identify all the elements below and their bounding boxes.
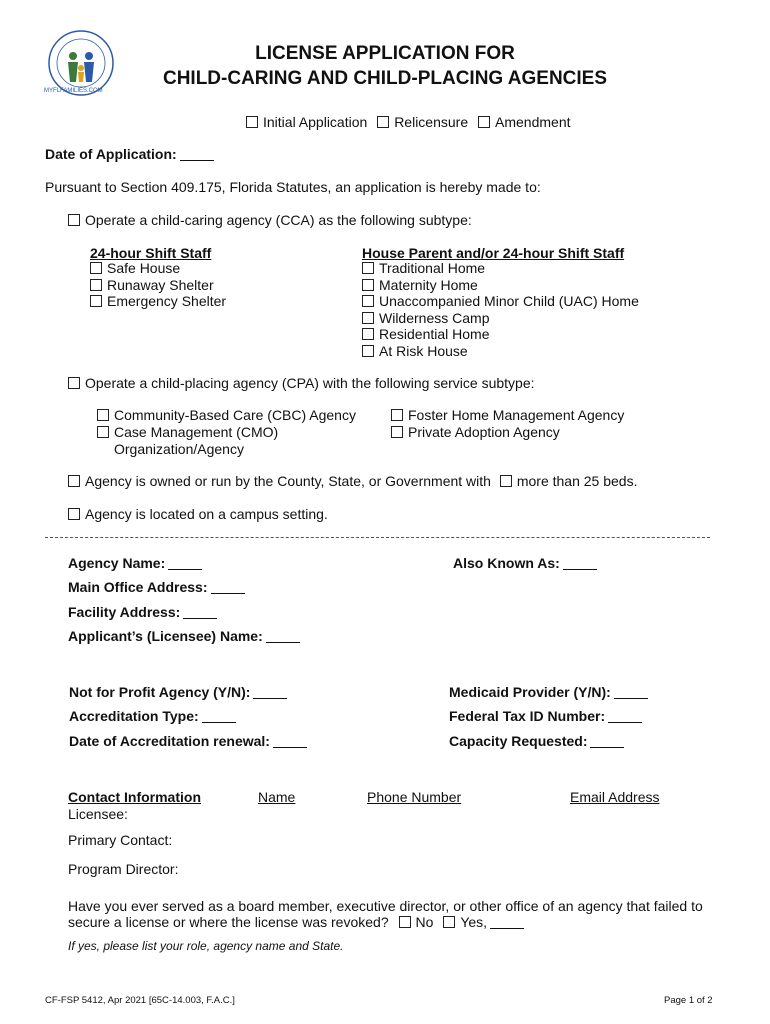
uac-home-label: Unaccompanied Minor Child (UAC) Home bbox=[379, 293, 639, 309]
foster-home-mgmt-label: Foster Home Management Agency bbox=[408, 407, 625, 423]
main-office-label: Main Office Address: bbox=[68, 579, 208, 595]
main-office-field[interactable] bbox=[68, 579, 245, 595]
accreditation-type-label: Accreditation Type: bbox=[69, 708, 199, 724]
private-adoption-checkbox[interactable] bbox=[391, 426, 403, 438]
private-adoption-label: Private Adoption Agency bbox=[408, 424, 560, 440]
initial-application-label: Initial Application bbox=[263, 114, 368, 130]
maternity-home-checkbox[interactable] bbox=[362, 279, 374, 291]
traditional-home-label: Traditional Home bbox=[379, 260, 486, 276]
government-owned-label: Agency is owned or run by the County, State, or Government with bbox=[85, 473, 491, 489]
emergency-shelter-checkbox[interactable] bbox=[90, 295, 102, 307]
question-no-checkbox[interactable] bbox=[399, 916, 411, 928]
maternity-home-label: Maternity Home bbox=[379, 277, 478, 293]
campus-label: Agency is located on a campus setting. bbox=[85, 506, 328, 522]
cpa-col2-item bbox=[391, 407, 624, 423]
cpa-col1-item bbox=[97, 424, 278, 440]
footer-page-number: Page 1 of 2 bbox=[664, 995, 713, 1006]
case-management-checkbox[interactable] bbox=[97, 426, 109, 438]
runaway-shelter-label: Runaway Shelter bbox=[107, 277, 214, 293]
board-question-line1: Have you ever served as a board member, executive director, or other office of an agency that failed to bbox=[68, 898, 703, 914]
amendment-checkbox[interactable] bbox=[478, 116, 490, 128]
relicensure-label: Relicensure bbox=[394, 114, 469, 130]
nonprofit-label: Not for Profit Agency (Y/N): bbox=[69, 684, 251, 700]
contact-col-phone: Phone Number bbox=[367, 789, 462, 805]
tax-id-label: Federal Tax ID Number: bbox=[449, 708, 606, 724]
contact-row-director: Program Director: bbox=[68, 861, 179, 877]
wilderness-camp-label: Wilderness Camp bbox=[379, 310, 490, 326]
campus-option bbox=[68, 506, 328, 522]
cca-col2-item bbox=[362, 277, 478, 293]
logo-url-text: MYFLFAMILIES.COM bbox=[44, 88, 103, 94]
safe-house-label: Safe House bbox=[107, 260, 181, 276]
more-than-25-beds-label: more than 25 beds. bbox=[516, 473, 638, 489]
case-management-label: Case Management (CMO) bbox=[114, 424, 279, 440]
facility-address-field[interactable] bbox=[68, 604, 217, 620]
cpa-col1-item bbox=[97, 407, 356, 423]
form-title-line2: CHILD-CARING AND CHILD-PLACING AGENCIES bbox=[162, 68, 608, 89]
case-management-cont-label: Organization/Agency bbox=[114, 441, 244, 457]
cca-col1-item bbox=[90, 260, 180, 276]
cpa-label: Operate a child-placing agency (CPA) with the following service subtype: bbox=[85, 375, 535, 391]
cpa-col2-item bbox=[391, 424, 560, 440]
uac-home-checkbox[interactable] bbox=[362, 295, 374, 307]
contact-row-primary: Primary Contact: bbox=[68, 832, 173, 848]
amendment-label: Amendment bbox=[495, 114, 571, 130]
at-risk-house-label: At Risk House bbox=[379, 343, 468, 359]
date-of-application-label: Date of Application: bbox=[45, 146, 177, 162]
medicaid-field[interactable] bbox=[449, 684, 648, 700]
cca-label: Operate a child-caring agency (CCA) as the following subtype: bbox=[85, 212, 472, 228]
cca-option bbox=[68, 212, 472, 228]
question-yes-label: Yes, bbox=[460, 914, 488, 930]
contact-col-email: Email Address bbox=[570, 789, 660, 805]
tax-id-field[interactable] bbox=[449, 708, 642, 724]
cca-checkbox[interactable] bbox=[68, 214, 80, 226]
nonprofit-field[interactable] bbox=[69, 684, 287, 700]
cca-col2-item bbox=[362, 310, 489, 326]
at-risk-house-checkbox[interactable] bbox=[362, 345, 374, 357]
cbc-agency-label: Community-Based Care (CBC) Agency bbox=[114, 407, 356, 423]
cca-col1-item bbox=[90, 293, 226, 309]
medicaid-label: Medicaid Provider (Y/N): bbox=[449, 684, 611, 700]
cca-col2-heading: House Parent and/or 24-hour Shift Staff bbox=[362, 245, 625, 261]
government-owned-option bbox=[68, 473, 637, 489]
applicant-name-label: Applicant’s (Licensee) Name: bbox=[68, 628, 263, 644]
contact-row-licensee: Licensee: bbox=[68, 806, 128, 822]
cpa-checkbox[interactable] bbox=[68, 377, 80, 389]
traditional-home-checkbox[interactable] bbox=[362, 262, 374, 274]
applicant-name-field[interactable] bbox=[68, 628, 300, 644]
aka-label: Also Known As: bbox=[453, 555, 560, 571]
form-title-line1: LICENSE APPLICATION FOR bbox=[255, 43, 515, 64]
pursuant-statement: Pursuant to Section 409.175, Florida Statutes, an application is hereby made to: bbox=[45, 179, 541, 195]
cca-col2-item bbox=[362, 260, 485, 276]
capacity-field[interactable] bbox=[449, 733, 624, 749]
campus-checkbox[interactable] bbox=[68, 508, 80, 520]
cca-col2-item bbox=[362, 293, 639, 309]
cca-col2-item bbox=[362, 343, 468, 359]
board-question-line2 bbox=[68, 914, 524, 930]
accreditation-renewal-field[interactable] bbox=[69, 733, 307, 749]
runaway-shelter-checkbox[interactable] bbox=[90, 279, 102, 291]
cca-col2-item bbox=[362, 326, 490, 342]
agency-name-label: Agency Name: bbox=[68, 555, 166, 571]
section-divider bbox=[45, 537, 710, 538]
government-owned-checkbox[interactable] bbox=[68, 475, 80, 487]
contact-heading: Contact Information bbox=[68, 789, 201, 805]
more-than-25-beds-checkbox[interactable] bbox=[500, 475, 512, 487]
board-question-text: secure a license or where the license was revoked? bbox=[68, 914, 389, 930]
foster-home-mgmt-checkbox[interactable] bbox=[391, 409, 403, 421]
facility-address-label: Facility Address: bbox=[68, 604, 181, 620]
relicensure-checkbox[interactable] bbox=[377, 116, 389, 128]
emergency-shelter-label: Emergency Shelter bbox=[107, 293, 227, 309]
initial-application-checkbox[interactable] bbox=[246, 116, 258, 128]
accreditation-type-field[interactable] bbox=[69, 708, 236, 724]
agency-name-field[interactable] bbox=[68, 555, 202, 571]
date-of-application-field[interactable] bbox=[45, 146, 214, 162]
footer-form-id: CF-FSP 5412, Apr 2021 [65C-14.003, F.A.C.] bbox=[45, 995, 235, 1006]
question-yes-blank[interactable] bbox=[490, 916, 524, 929]
contact-col-name: Name bbox=[258, 789, 296, 805]
safe-house-checkbox[interactable] bbox=[90, 262, 102, 274]
question-yes-checkbox[interactable] bbox=[443, 916, 455, 928]
application-type-options bbox=[246, 114, 571, 130]
cca-col1-heading: 24-hour Shift Staff bbox=[90, 245, 212, 261]
residential-home-label: Residential Home bbox=[379, 326, 490, 342]
accreditation-renewal-label: Date of Accreditation renewal: bbox=[69, 733, 270, 749]
wilderness-camp-checkbox[interactable] bbox=[362, 312, 374, 324]
capacity-label: Capacity Requested: bbox=[449, 733, 588, 749]
cbc-agency-checkbox[interactable] bbox=[97, 409, 109, 421]
cpa-option bbox=[68, 375, 535, 391]
question-no-label: No bbox=[415, 914, 434, 930]
cca-col1-item bbox=[90, 277, 214, 293]
residential-home-checkbox[interactable] bbox=[362, 328, 374, 340]
aka-field[interactable] bbox=[453, 555, 597, 571]
question-note: If yes, please list your role, agency name and State. bbox=[68, 939, 344, 953]
